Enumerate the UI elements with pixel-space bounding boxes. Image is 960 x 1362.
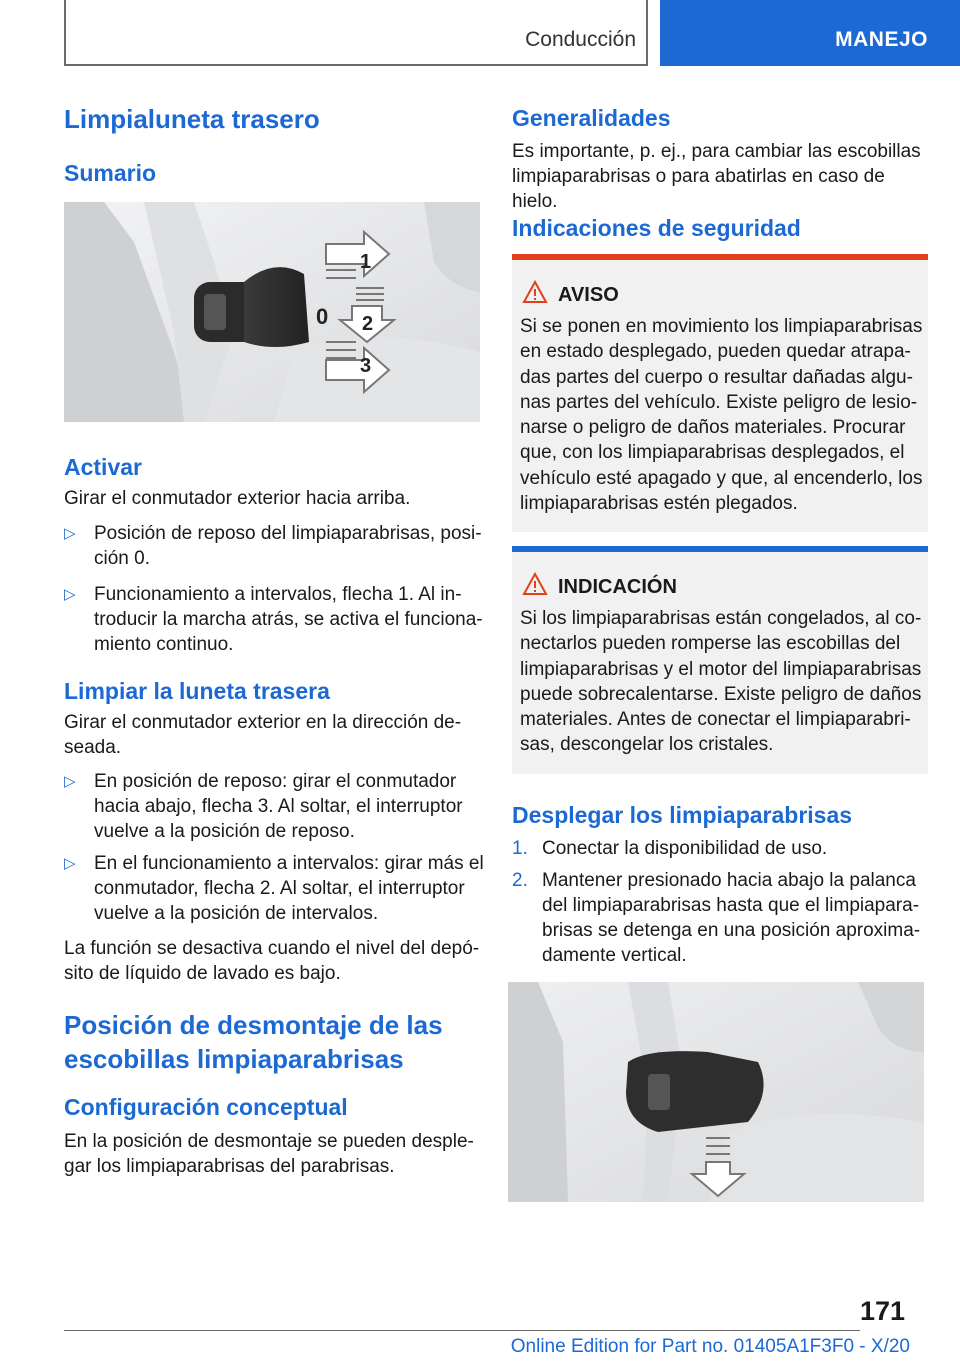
generalidades-text: Es importante, p. ej., para cambiar las escobillas limpiaparabrisas o para abatirlas en caso de hielo. <box>512 141 921 212</box>
header-tab-label: MANEJO <box>835 28 928 51</box>
triangle-bullet-icon: ▷ <box>64 773 76 790</box>
figure-label-2: 2 <box>362 313 374 335</box>
config-text: En la posición de desmontaje se pueden desple- gar los limpiaparabrisas del parabrisas. <box>64 1131 474 1177</box>
heading-desplegar: Desplegar los limpiaparabrisas <box>512 802 853 828</box>
heading-generalidades: Generalidades <box>512 105 671 131</box>
triangle-bullet-icon: ▷ <box>64 525 76 542</box>
figure-label-0: 0 <box>316 304 329 329</box>
warning-triangle-icon <box>522 280 548 304</box>
warning-title: AVISO <box>558 284 619 306</box>
heading-limpialuneta: Limpialuneta trasero <box>64 104 320 134</box>
heading-configuracion: Configuración conceptual <box>64 1094 348 1120</box>
footer-rule <box>64 1330 860 1331</box>
warning-box-aviso <box>512 254 928 532</box>
header-section-title: Conducción <box>525 28 636 51</box>
heading-activar: Activar <box>64 454 142 480</box>
warning-bar <box>512 254 928 260</box>
figure-rear-wiper-switch-drawing <box>64 202 480 422</box>
figure-wiper-lever-down <box>508 982 924 1202</box>
limpiar-note: La función se desactiva cuando el nivel del depó- sito de líquido de lavado es bajo. <box>64 938 480 984</box>
notice-text: Si los limpiaparabrisas están congelados, al co- nectarlos pueden romperse las escobillas del limpiaparabrisas y el motor del limpiaparabrisas puede sobrecalentarse. Existe peligro de daños materiales. Antes de conectar el limpiaparabri- sas, descongelar los cristales. <box>520 608 922 756</box>
header-tab[interactable] <box>660 0 960 66</box>
figure-wiper-lever-down-drawing <box>508 982 924 1202</box>
page-number: 171 <box>860 1296 906 1326</box>
step-number: 1. <box>512 838 528 859</box>
header-left-rule <box>64 0 66 66</box>
limpiar-text: Girar el conmutador exterior en la dirección de- seada. <box>64 712 462 758</box>
notice-bar <box>512 546 928 552</box>
figure-label-1: 1 <box>360 251 372 273</box>
warning-triangle-icon <box>522 572 548 596</box>
heading-sumario: Sumario <box>64 160 157 186</box>
heading-seguridad: Indicaciones de seguridad <box>512 215 801 241</box>
figure-rear-wiper-switch <box>64 202 480 422</box>
heading-posicion-desmontaje: Posición de desmontaje de las escobillas limpiaparabrisas <box>64 1010 443 1074</box>
triangle-bullet-icon: ▷ <box>64 855 76 872</box>
header-right-rule <box>646 0 648 66</box>
triangle-bullet-icon: ▷ <box>64 586 76 603</box>
notice-title: INDICACIÓN <box>558 576 677 598</box>
heading-limpiar-luneta: Limpiar la luneta trasera <box>64 678 330 704</box>
notice-box-indicacion <box>512 546 928 774</box>
warning-text: Si se ponen en movimiento los limpiaparabrisas en estado desplegado, pueden quedar atrapa- das partes del cuerpo o resultar dañadas algu- nas partes del vehículo. Existe peligro de lesio- narse o peligro de daños materiales. Procurar que, con los limpiaparabrisas desplegados, el vehículo esté apagado y que, al encenderlo, los limpiaparabrisas estén plegados. <box>520 316 923 515</box>
header-bottom-rule <box>64 64 648 66</box>
activar-text: Girar el conmutador exterior hacia arriba. <box>64 488 411 509</box>
footer-edition: Online Edition for Part no. 01405A1F3F0 - X/20 <box>510 1336 910 1357</box>
step-number: 2. <box>512 870 528 891</box>
figure-label-3: 3 <box>360 355 372 377</box>
